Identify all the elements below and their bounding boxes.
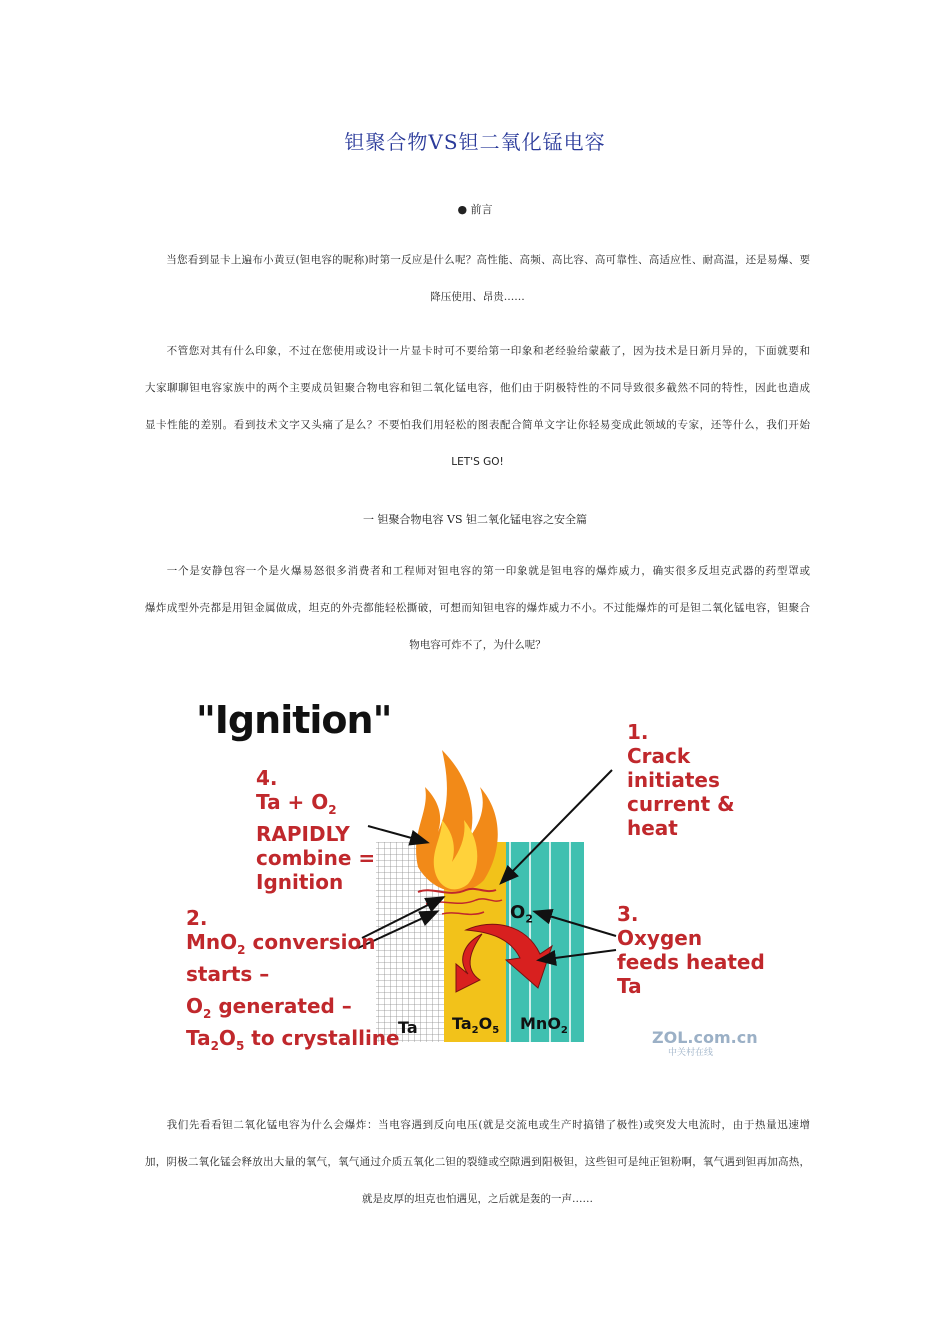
section-heading-safety: 一 钽聚合物电容 VS 钽二氧化锰电容之安全篇 (363, 513, 587, 526)
watermark: ZOL.com.cn 中关村在线 (652, 1028, 758, 1058)
paragraph-line: 降压使用、昂贵…… (430, 291, 525, 303)
paragraph-line: 爆炸成型外壳都是用钽金属做成，坦克的外壳都能轻松撕破，可想而知钽电容的爆炸威力不小。不过能爆炸的可是钽二氧化锰电容，钽聚合 (145, 602, 810, 614)
layer-label-ta: Ta (398, 1018, 418, 1037)
paragraph-line: 就是皮厚的坦克也怕遇见，之后就是轰的一声…… (362, 1193, 593, 1205)
label-o2: $O_2$ (510, 902, 533, 926)
label-step-3: 3. Oxygen feeds heated Ta (617, 902, 765, 998)
label-step-2: 2. MnO$_2$ conversion starts – $O_2$ generated – $Ta_2O_5$ to crystalline (186, 906, 400, 1053)
pointer-arrow-ignition (368, 826, 426, 842)
paragraph-line: 加，阴极二氧化锰会释放出大量的氧气，氧气通过介质五氧化二钽的裂缝或空隙遇到阳极钽，这些钽可是纯正钽粉啊，氧气遇到钽再加高热， (145, 1156, 810, 1168)
paragraph-intro (145, 242, 810, 316)
label-step-1: 1. Crack initiates current & heat (627, 720, 735, 840)
layer-label-ta2o5: $Ta_2O_5$ (452, 1014, 500, 1037)
paragraph-line: 大家聊聊钽电容家族中的两个主要成员钽聚合物电容和钽二氧化锰电容，他们由于阴极特性的不同导致很多截然不同的特性，因此也造成 (145, 382, 810, 394)
label-step-4: 4. $Ta + O_2$ RAPIDLY combine = Ignition (256, 766, 376, 894)
preface-heading: ● 前言 (457, 203, 493, 216)
paragraph-line: 显卡性能的差别。看到技术文字又头痛了是么？不要怕我们用轻松的图表配合简单文字让你轻易变成此领域的专家，还等什么，我们开始 (145, 419, 810, 431)
paragraph-line: 当您看到显卡上遍布小黄豆(钽电容的昵称)时第一反应是什么呢？高性能、高频、高比容、高可靠性、高适应性、耐高温，还是易爆、要 (166, 254, 810, 266)
paragraph-overview (145, 333, 810, 481)
paragraph-line: 我们先看看钽二氧化锰电容为什么会爆炸：当电容遇到反向电压(就是交流电或生产时搞错了极性)或突发大电流时，由于热量迅速增 (166, 1119, 810, 1131)
paragraph-explosion (145, 1107, 810, 1218)
ignition-diagram (180, 692, 780, 1072)
layer-label-mno2: MnO$_2$ (520, 1014, 568, 1037)
document-title: 钽聚合物VS钽二氧化锰电容 (344, 130, 606, 154)
paragraph-line: 不管您对其有什么印象，不过在您使用或设计一片显卡时可不要给第一印象和老经验给蒙蔽了，因为技术是日新月异的，下面就要和 (166, 345, 810, 357)
figure-title: "Ignition" (196, 698, 392, 742)
paragraph-line: 一个是安静包容一个是火爆易怒很多消费者和工程师对钽电容的第一印象就是钽电容的爆炸威力，确实很多反坦克武器的药型罩或 (166, 565, 810, 577)
paragraph-line: 物电容可炸不了，为什么呢？ (409, 639, 546, 651)
paragraph-line: LET'S GO! (451, 456, 504, 468)
paragraph-safety (145, 553, 810, 664)
